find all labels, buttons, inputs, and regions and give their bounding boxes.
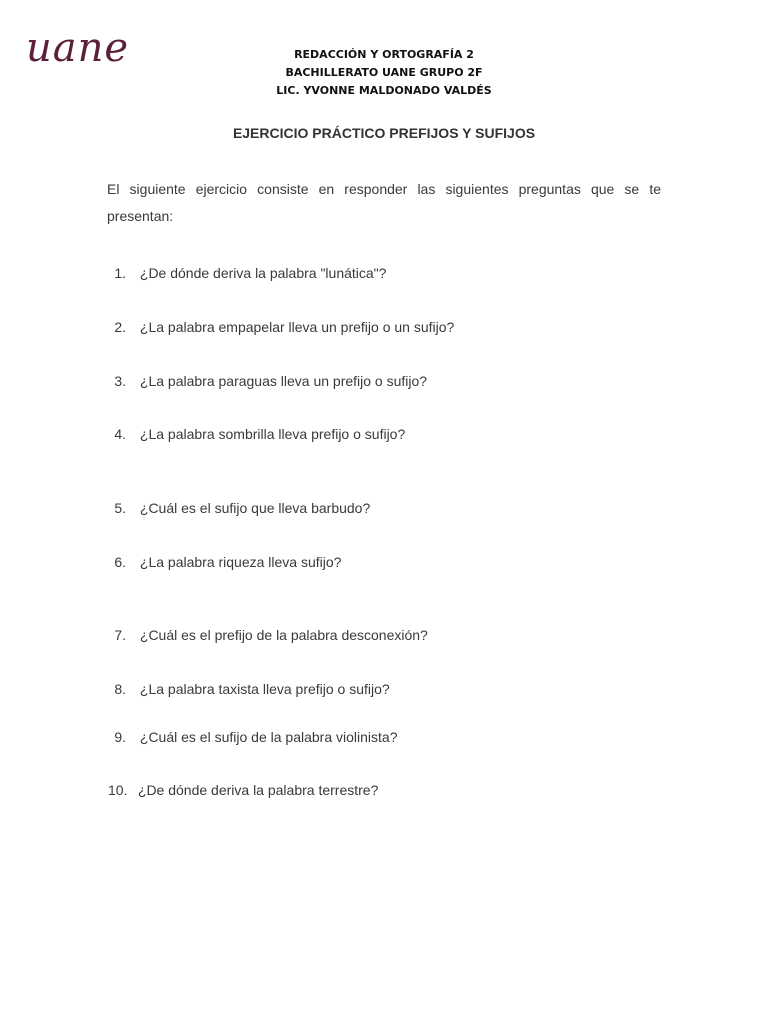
question-number: 9. [114,729,126,745]
question-item [108,728,668,746]
question-text: ¿La palabra empapelar lleva un prefijo o un sufijo? [139,319,455,335]
question-item [108,264,668,282]
question-item [108,499,668,517]
question-item [108,372,668,390]
teacher-name: LIC. YVONNE MALDONADO VALDÉS [276,84,492,97]
document-header [0,46,768,100]
page-title: EJERCICIO PRÁCTICO PREFIJOS Y SUFIJOS [232,125,536,141]
question-item [108,626,668,644]
intro-paragraph: El siguiente ejercicio consiste en responder las siguientes preguntas que se te presentan: [107,181,661,224]
question-text: ¿La palabra riqueza lleva sufijo? [139,554,342,570]
question-number: 4. [114,426,126,442]
question-number: 8. [114,681,126,697]
question-number: 2. [114,319,126,335]
uane-logo: uane [26,25,130,71]
question-number: 7. [114,627,126,643]
question-number: 1. [114,265,126,281]
question-number: 5. [114,500,126,516]
course-name: REDACCIÓN Y ORTOGRAFÍA 2 [294,48,474,61]
question-number: 3. [114,373,126,389]
question-item [108,425,668,443]
question-text: ¿La palabra sombrilla lleva prefijo o sufijo? [139,426,406,442]
question-item [108,318,668,336]
question-item [108,680,668,698]
question-text: ¿Cuál es el sufijo de la palabra violinista? [139,729,398,745]
question-text: ¿Cuál es el sufijo que lleva barbudo? [139,500,371,516]
question-number: 6. [114,554,126,570]
question-text: ¿De dónde deriva la palabra terrestre? [137,782,379,798]
question-text: ¿La palabra taxista lleva prefijo o sufijo? [139,681,390,697]
question-number: 10. [108,782,128,798]
question-item [108,781,668,799]
question-text: ¿La palabra paraguas lleva un prefijo o sufijo? [139,373,428,389]
question-item [108,553,668,571]
question-text: ¿Cuál es el prefijo de la palabra desconexión? [139,627,428,643]
group-name: BACHILLERATO UANE GRUPO 2F [285,66,483,79]
question-text: ¿De dónde deriva la palabra "lunática"? [139,265,387,281]
